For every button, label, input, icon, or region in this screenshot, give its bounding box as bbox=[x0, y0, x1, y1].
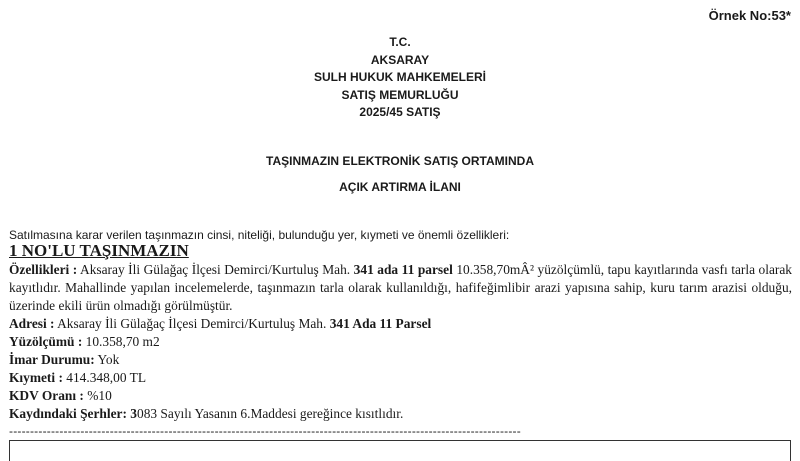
zoning-label: İmar Durumu: bbox=[9, 352, 95, 367]
notice-title-line1: TAŞINMAZIN ELEKTRONİK SATIŞ ORTAMINDA bbox=[266, 154, 534, 168]
address-text: Aksaray İli Gülağaç İlçesi Demirci/Kurtuluş Mah. bbox=[57, 316, 327, 331]
separator-line: -------------------------------------------------------------------------------------------------------------------------- bbox=[9, 424, 521, 438]
annotations-law-prefix: 3 bbox=[130, 406, 137, 421]
value-amount: 414.348,00 TL bbox=[66, 370, 147, 385]
zoning-value: Yok bbox=[97, 352, 120, 367]
zoning-field bbox=[9, 351, 792, 369]
address-label: Adresi : bbox=[9, 316, 55, 331]
next-section-box bbox=[9, 440, 791, 461]
area-field bbox=[9, 333, 792, 351]
header-city: AKSARAY bbox=[370, 52, 430, 67]
vat-value: %10 bbox=[87, 388, 112, 403]
address-parcel: 341 Ada 11 Parsel bbox=[329, 316, 432, 331]
vat-field bbox=[9, 387, 792, 405]
annotations-label: Kaydındaki Şerhler: bbox=[9, 406, 127, 421]
vat-label: KDV Oranı : bbox=[9, 388, 84, 403]
features-field bbox=[9, 261, 792, 315]
annotations-field bbox=[9, 405, 792, 423]
address-field bbox=[9, 315, 792, 333]
area-label: Yüzölçümü : bbox=[9, 334, 83, 349]
value-label: Kıymeti : bbox=[9, 370, 63, 385]
features-text-2: 10.358,70mÂ² yüzölçümlü, tapu kayıtlarında vasfı tarla olarak kayıtlıdır. Mahallinde yapılan incelemelerde, taşınmazın tarla olarak kullanıldığı, hafifeğimlibir arazi yapısına sahip, kuru tarım arazisi olduğu, üzerinde ekili ürün olmadığı görülmüştür. bbox=[9, 262, 792, 313]
annotations-value: 083 Sayılı Yasanın 6.Maddesi gereğince kısıtlıdır. bbox=[137, 406, 404, 421]
intro-text: Satılmasına karar verilen taşınmazın cinsi, niteliği, bulunduğu yer, kıymeti ve önemli özellikleri: bbox=[9, 228, 510, 242]
header-file-no: 2025/45 SATIŞ bbox=[359, 105, 441, 119]
header-court: SULH HUKUK MAHKEMELERİ bbox=[314, 70, 486, 84]
sample-number: Örnek No:53* bbox=[708, 8, 791, 23]
header-tc: T.C. bbox=[389, 35, 411, 49]
value-field bbox=[9, 369, 792, 387]
header-office: SATIŞ MEMURLUĞU bbox=[341, 87, 459, 102]
court-header bbox=[0, 34, 800, 122]
features-text-1: Aksaray İli Gülağaç İlçesi Demirci/Kurtuluş Mah. bbox=[80, 262, 351, 277]
notice-title-line2: AÇIK ARTIRMA İLANI bbox=[339, 180, 461, 194]
property-section bbox=[9, 241, 792, 423]
features-parcel: 341 ada 11 parsel bbox=[353, 262, 453, 277]
property-heading: 1 NO'LU TAŞINMAZIN bbox=[9, 241, 189, 260]
area-value: 10.358,70 m2 bbox=[85, 334, 160, 349]
features-label: Özellikleri : bbox=[9, 262, 78, 277]
